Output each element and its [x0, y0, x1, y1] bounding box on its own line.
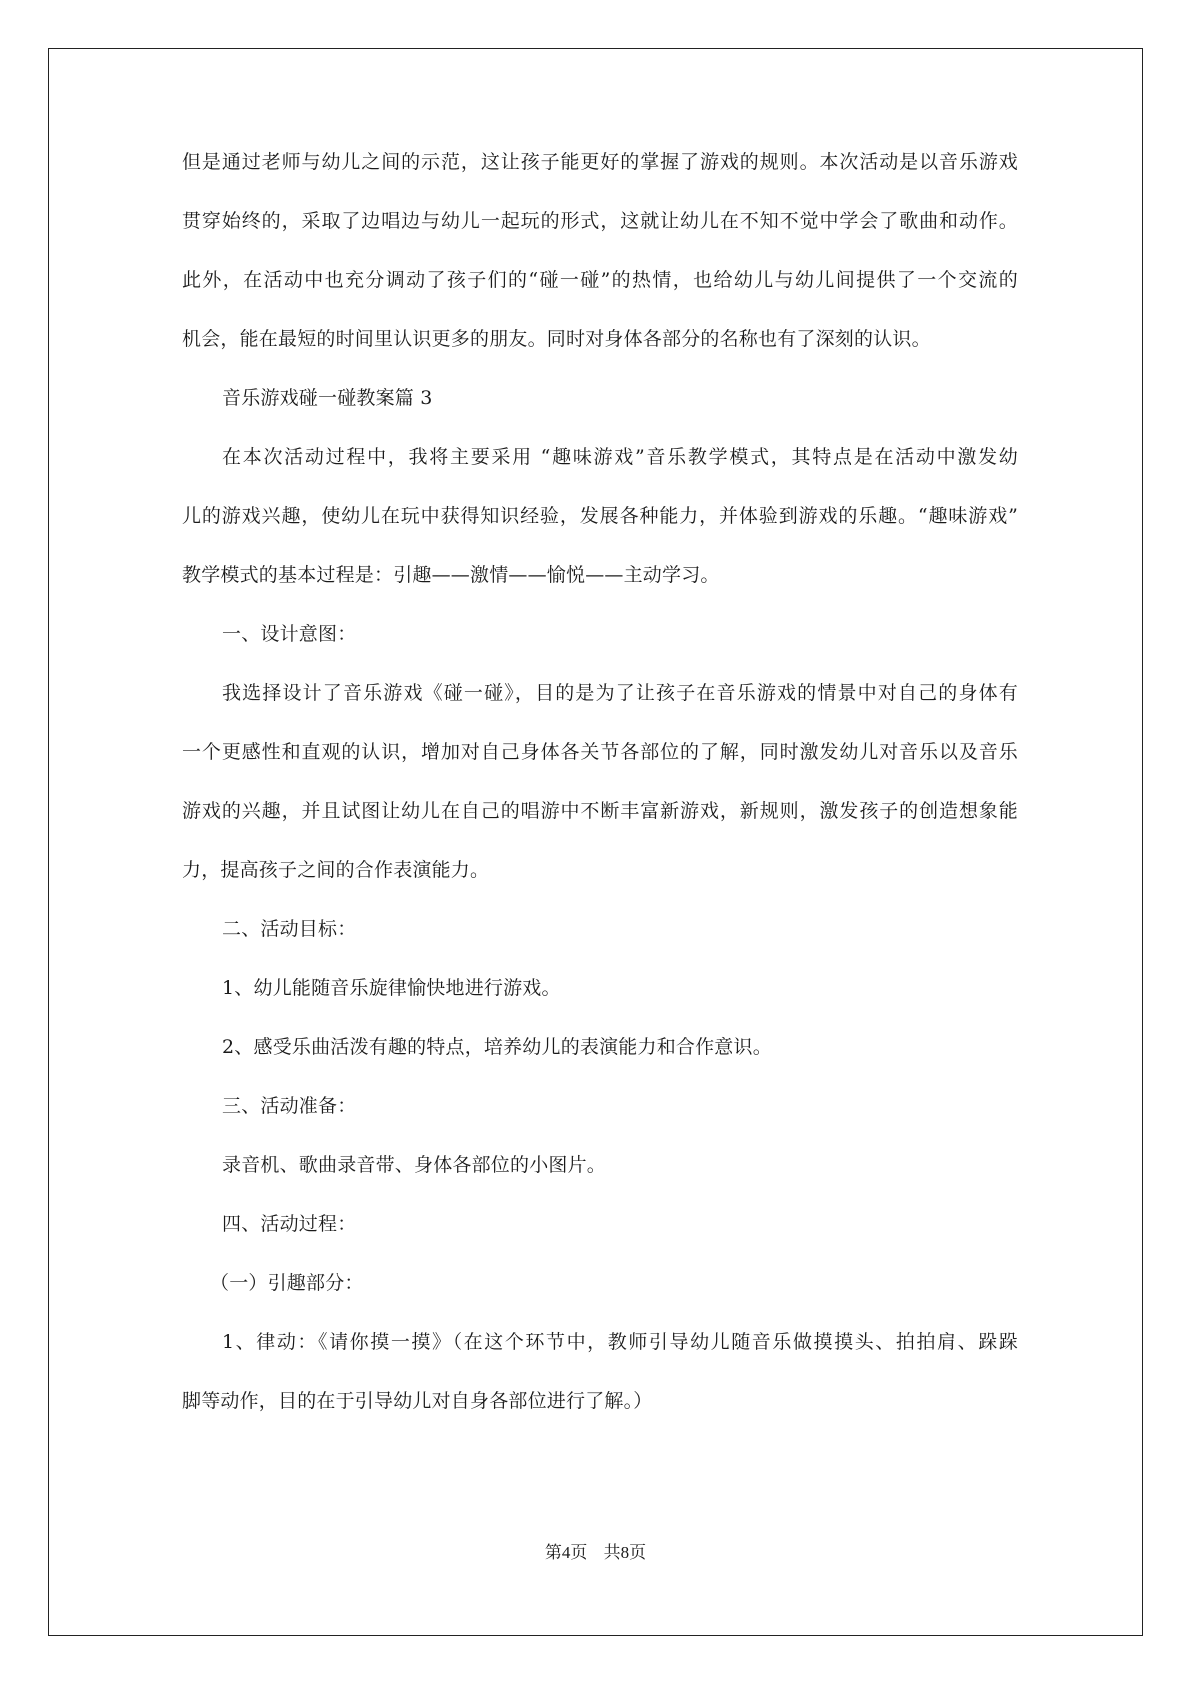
section-heading: 三、活动准备：	[222, 1095, 357, 1117]
paragraph-line: 录音机、歌曲录音带、身体各部位的小图片。	[222, 1154, 607, 1176]
section-heading: 二、活动目标：	[222, 918, 357, 940]
paragraph-line: 游戏的兴趣，并且试图让幼儿在自己的唱游中不断丰富新游戏，新规则，激发孩子的创造想象能	[182, 800, 1018, 822]
paragraph-line: 教学模式的基本过程是：引趣——激情——愉悦——主动学习。	[182, 564, 720, 586]
paragraph-line: 儿的游戏兴趣，使幼儿在玩中获得知识经验，发展各种能力，并体验到游戏的乐趣。“趣味游戏”	[182, 505, 1018, 527]
paragraph-line: 但是通过老师与幼儿之间的示范，这让孩子能更好的掌握了游戏的规则。本次活动是以音乐游戏	[182, 151, 1018, 173]
section-heading: 一、设计意图：	[222, 623, 357, 645]
paragraph-line: 脚等动作，目的在于引导幼儿对自身各部位进行了解。）	[182, 1390, 653, 1412]
paragraph-line: 此外，在活动中也充分调动了孩子们的“碰一碰”的热情，也给幼儿与幼儿间提供了一个交流的	[182, 269, 1018, 291]
paragraph-line: 贯穿始终的，采取了边唱边与幼儿一起玩的形式，这就让幼儿在不知不觉中学会了歌曲和动作。	[182, 210, 1018, 232]
list-item: 2、感受乐曲活泼有趣的特点，培养幼儿的表演能力和合作意识。	[222, 1036, 772, 1058]
section-heading: 音乐游戏碰一碰教案篇 3	[222, 387, 433, 409]
section-heading: 四、活动过程：	[222, 1213, 357, 1235]
paragraph-line: 机会，能在最短的时间里认识更多的朋友。同时对身体各部分的名称也有了深刻的认识。	[182, 328, 931, 350]
list-item: 1、幼儿能随音乐旋律愉快地进行游戏。	[222, 977, 561, 999]
paragraph-line: 力，提高孩子之间的合作表演能力。	[182, 859, 490, 881]
paragraph-line: 1、律动：《请你摸一摸》（在这个环节中，教师引导幼儿随音乐做摸摸头、拍拍肩、跺跺	[222, 1331, 1018, 1353]
paragraph-line: 在本次活动过程中，我将主要采用 “趣味游戏”音乐教学模式，其特点是在活动中激发幼	[222, 446, 1018, 468]
paragraph-line: 一个更感性和直观的认识，增加对自己身体各关节各部位的了解，同时激发幼儿对音乐以及音乐	[182, 741, 1018, 763]
paragraph-line: 我选择设计了音乐游戏《碰一碰》，目的是为了让孩子在音乐游戏的情景中对自己的身体有	[222, 682, 1018, 704]
sub-heading: （一）引趣部分：	[210, 1272, 364, 1294]
page-footer	[0, 1540, 1191, 1566]
page-number: 第4页	[544, 1543, 588, 1562]
page-total: 共8页	[603, 1543, 647, 1562]
